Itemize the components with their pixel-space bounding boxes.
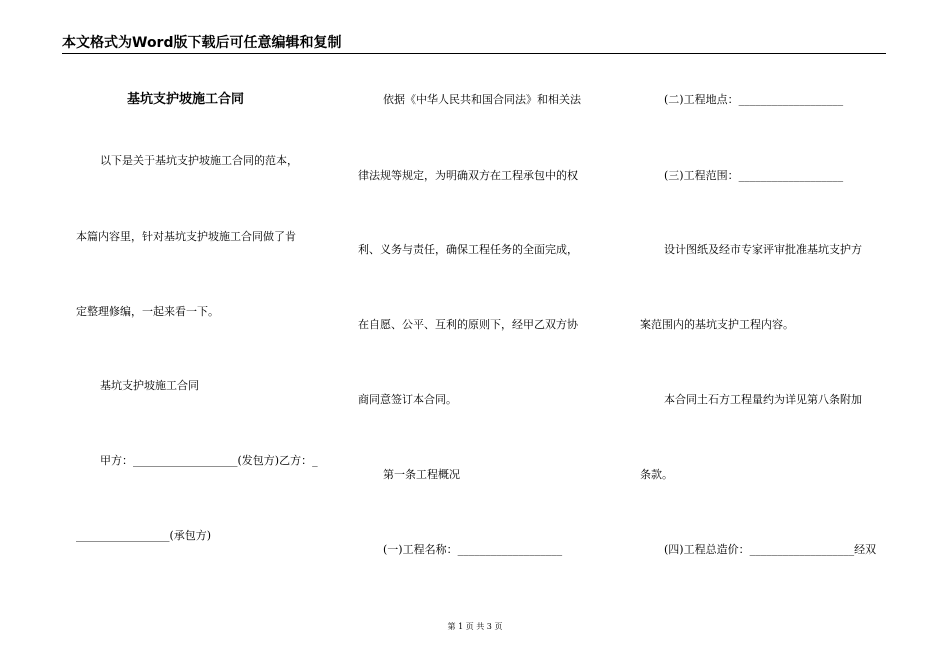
paragraph-line: 本篇内容里，针对基坑支护坡施工合同做了肯	[76, 230, 296, 243]
paragraph-line: 商同意签订本合同。	[358, 393, 457, 406]
project-location-line: (二)工程地点：___________________	[664, 93, 844, 106]
section-heading: 第一条工程概况	[383, 468, 460, 481]
party-a-line: 甲方：___________________(发包方)乙方：_	[100, 454, 318, 467]
party-b-line: _________________(承包方)	[76, 529, 212, 542]
contract-title: 基坑支护坡施工合同	[127, 92, 245, 107]
paragraph-line: 案范围内的基坑支护工程内容。	[640, 318, 794, 331]
paragraph-line: 本合同土石方工程量约为详见第八条附加	[664, 393, 862, 406]
paragraph-line: 依据《中华人民共和国合同法》和相关法	[383, 93, 581, 106]
total-cost-line: (四)工程总造价：___________________经双	[664, 543, 877, 556]
paragraph-line: 条款。	[640, 468, 673, 481]
page-footer: 第 1 页 共 3 页	[447, 622, 503, 631]
paragraph-line: 在自愿、公平、互利的原则下，经甲乙双方协	[358, 318, 578, 331]
paragraph-line: 律法规等规定，为明确双方在工程承包中的权	[358, 169, 578, 182]
paragraph-line: 以下是关于基坑支护坡施工合同的范本，	[100, 154, 298, 167]
project-name-line: (一)工程名称：___________________	[383, 543, 563, 556]
paragraph-line: 利、义务与责任，确保工程任务的全面完成，	[358, 243, 578, 256]
paragraph-line: 设计图纸及经市专家评审批准基坑支护方	[664, 243, 862, 256]
contract-subtitle: 基坑支护坡施工合同	[100, 379, 199, 392]
paragraph-line: 定整理修编，一起来看一下。	[76, 305, 219, 318]
project-scope-line: (三)工程范围：___________________	[664, 169, 844, 182]
document-header: 本文格式为Word版下载后可任意编辑和复制	[62, 34, 886, 54]
